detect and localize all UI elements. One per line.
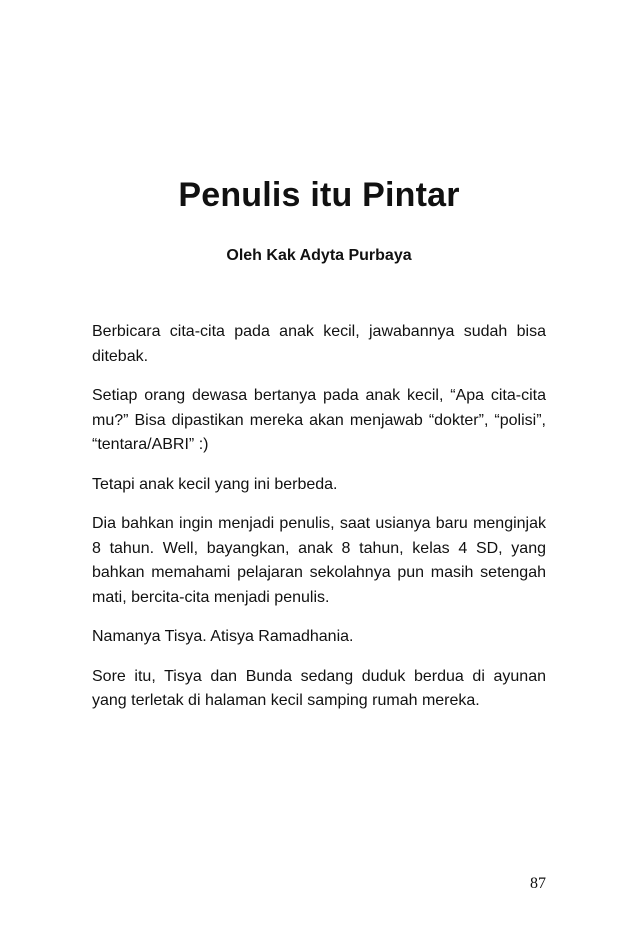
- author-byline: Oleh Kak Adyta Purbaya: [226, 247, 412, 264]
- paragraph-3: Tetapi anak kecil yang ini berbeda.: [92, 475, 338, 493]
- paragraph-4: Dia bahkan ingin menjadi penulis, saat usianya baru menginjak 8 tahun. Well, bayangkan, anak 8 tahun, kelas 4 SD, yang bahkan memahami pelajaran sekolahnya pun masih setengah mati, bercita-cita menjadi penulis.: [92, 515, 546, 606]
- paragraph-6: Sore itu, Tisya dan Bunda sedang duduk berdua di ayunan yang terletak di halaman kecil samping rumah mereka.: [92, 667, 546, 709]
- paragraph-5: Namanya Tisya. Atisya Ramadhania.: [92, 628, 354, 645]
- page-number: 87: [530, 875, 546, 892]
- chapter-title: Penulis itu Pintar: [178, 176, 460, 214]
- story-body: [92, 320, 546, 729]
- paragraph-2: Setiap orang dewasa bertanya pada anak kecil, “Apa cita-cita mu?” Bisa dipastikan mereka akan menjawab “dokter”, “polisi”, “tentara/ABRI” :): [92, 387, 546, 453]
- paragraph-1: Berbicara cita-cita pada anak kecil, jawabannya sudah bisa ditebak.: [92, 323, 546, 365]
